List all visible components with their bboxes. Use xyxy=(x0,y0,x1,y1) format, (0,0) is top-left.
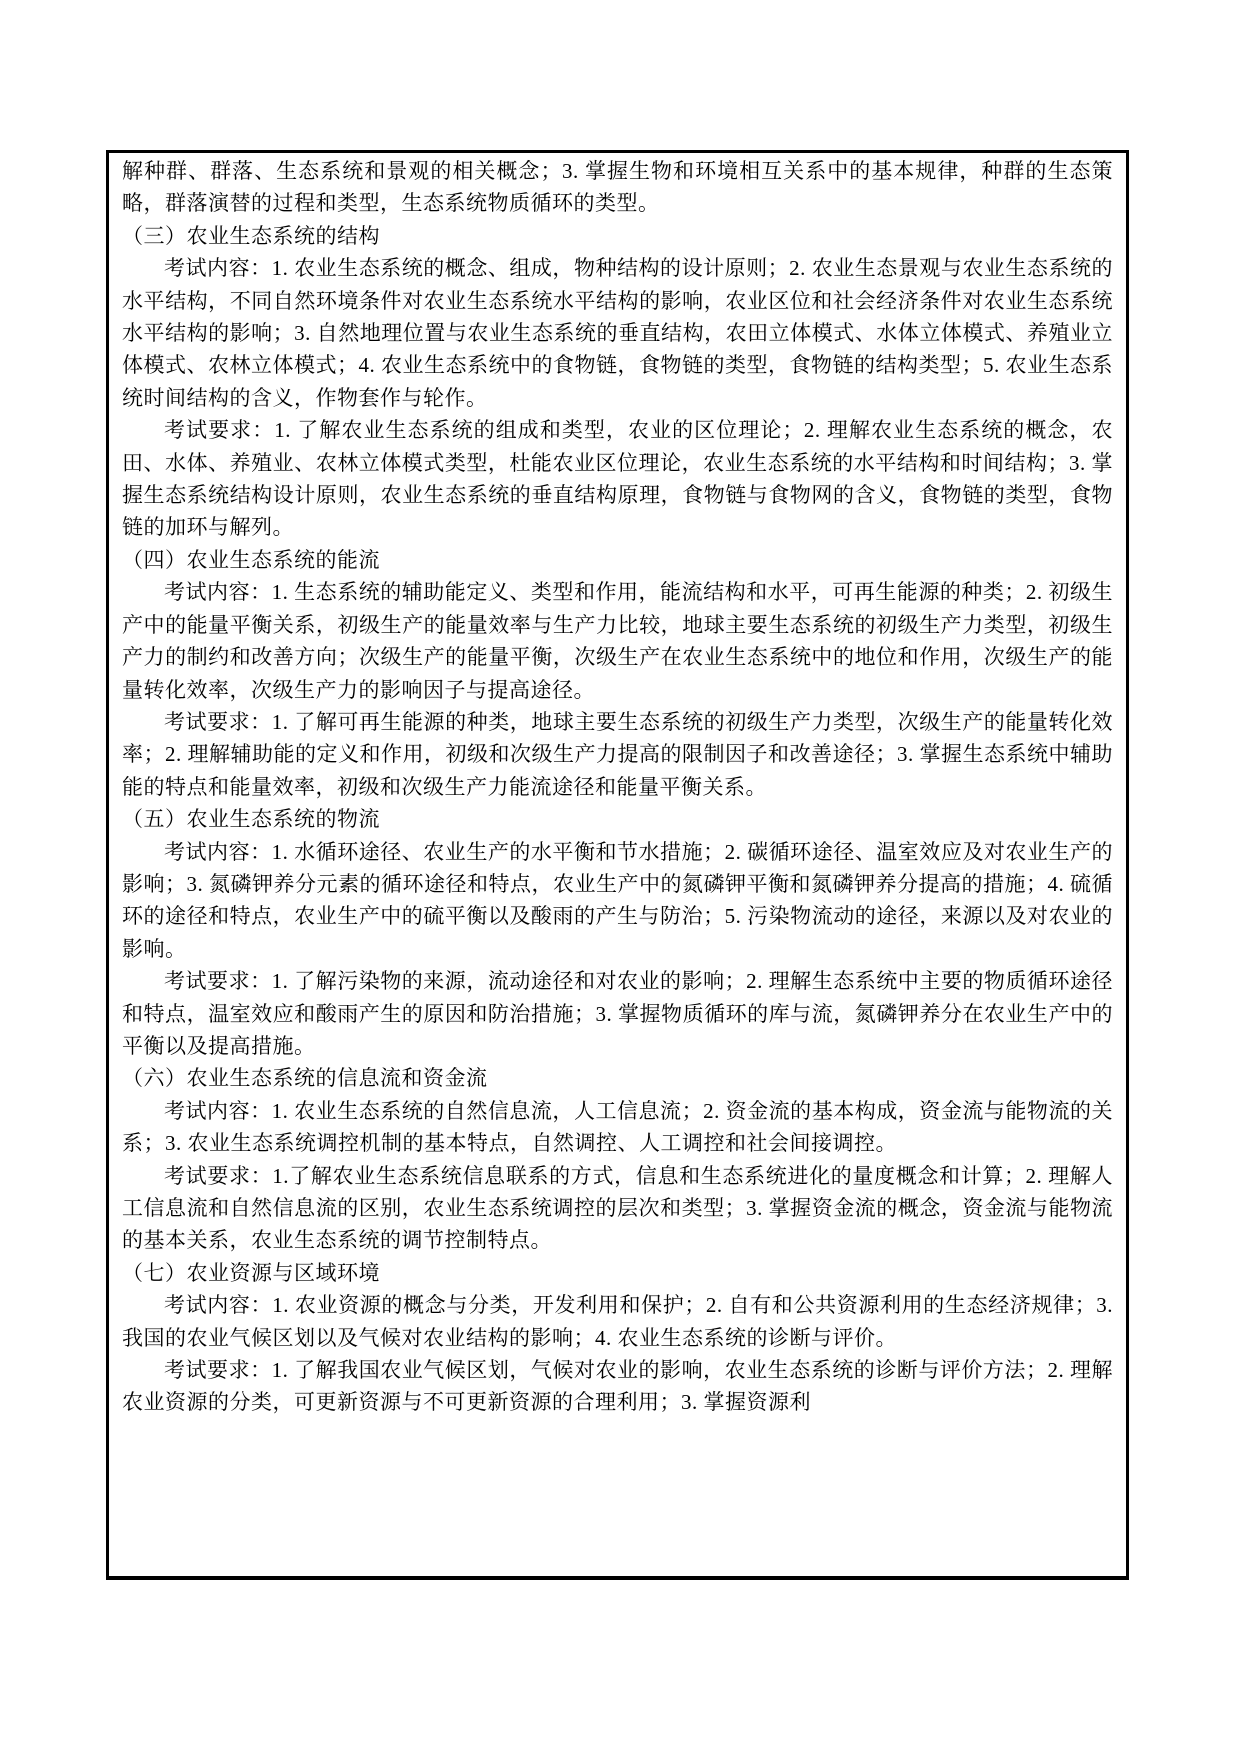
body-paragraph: 考试要求：1.了解农业生态系统信息联系的方式，信息和生态系统进化的量度概念和计算；2. 理解人工信息流和自然信息流的区别，农业生态系统调控的层次和类型；3. 掌握资金流的概念，资金流与能物流的基本关系，农业生态系统的调节控制特点。 xyxy=(122,1163,1113,1253)
document-body xyxy=(122,155,1113,1419)
section-heading: （七）农业资源与区域环境 xyxy=(122,1260,380,1285)
section-heading: （四）农业生态系统的能流 xyxy=(122,547,380,572)
section-heading: （五）农业生态系统的物流 xyxy=(122,807,380,832)
body-paragraph: 考试要求：1. 了解农业生态系统的组成和类型，农业的区位理论；2. 理解农业生态系统的概念，农田、水体、养殖业、农林立体模式类型，杜能农业区位理论，农业生态系统的水平结构和时间结构；3. 掌握生态系统结构设计原则，农业生态系统的垂直结构原理，食物链与食物网的含义，食物链的类型，食物链的加环与解列。 xyxy=(122,418,1113,540)
body-paragraph: 考试内容：1. 农业生态系统的概念、组成，物种结构的设计原则；2. 农业生态景观与农业生态系统的水平结构，不同自然环境条件对农业生态系统水平结构的影响，农业区位和社会经济条件对农业生态系统水平结构的影响；3. 自然地理位置与农业生态系统的垂直结构，农田立体模式、水体立体模式、养殖业立体模式、农林立体模式；4. 农业生态系统中的食物链，食物链的类型，食物链的结构类型；5. 农业生态系统时间结构的含义，作物套作与轮作。 xyxy=(122,256,1113,410)
body-paragraph: 考试要求：1. 了解可再生能源的种类，地球主要生态系统的初级生产力类型，次级生产的能量转化效率；2. 理解辅助能的定义和作用，初级和次级生产力提高的限制因子和改善途径；3. 掌握生态系统中辅助能的特点和能量效率，初级和次级生产力能流途径和能量平衡关系。 xyxy=(122,709,1113,799)
section-heading: （六）农业生态系统的信息流和资金流 xyxy=(122,1066,488,1091)
body-paragraph: 考试内容：1. 生态系统的辅助能定义、类型和作用，能流结构和水平，可再生能源的种类；2. 初级生产中的能量平衡关系，初级生产的能量效率与生产力比较，地球主要生态系统的初级生产力类型，初级生产力的制约和改善方向；次级生产的能量平衡，次级生产在农业生态系统中的地位和作用，次级生产的能量转化效率，次级生产力的影响因子与提高途径。 xyxy=(122,580,1113,702)
body-paragraph: 考试要求：1. 了解污染物的来源，流动途径和对农业的影响；2. 理解生态系统中主要的物质循环途径和特点，温室效应和酸雨产生的原因和防治措施；3. 掌握物质循环的库与流，氮磷钾养分在农业生产中的平衡以及提高措施。 xyxy=(122,969,1113,1058)
body-paragraph: 解种群、群落、生态系统和景观的相关概念；3. 掌握生物和环境相互关系中的基本规律，种群的生态策略，群落演替的过程和类型，生态系统物质循环的类型。 xyxy=(122,159,1113,216)
section-heading: （三）农业生态系统的结构 xyxy=(122,223,380,248)
body-paragraph: 考试内容：1. 水循环途径、农业生产的水平衡和节水措施；2. 碳循环途径、温室效应及对农业生产的影响；3. 氮磷钾养分元素的循环途径和特点，农业生产中的氮磷钾平衡和氮磷钾养分提高的措施；4. 硫循环的途径和特点，农业生产中的硫平衡以及酸雨的产生与防治；5. 污染物流动的途径，来源以及对农业的影响。 xyxy=(122,839,1113,961)
body-paragraph: 考试内容：1. 农业生态系统的自然信息流，人工信息流；2. 资金流的基本构成，资金流与能物流的关系；3. 农业生态系统调控机制的基本特点，自然调控、人工调控和社会间接调控。 xyxy=(122,1098,1113,1156)
content-table-cell xyxy=(106,150,1129,1580)
body-paragraph: 考试内容：1. 农业资源的概念与分类，开发利用和保护；2. 自有和公共资源利用的生态经济规律；3. 我国的农业气候区划以及气候对农业结构的影响；4. 农业生态系统的诊断与评价。 xyxy=(122,1293,1113,1350)
body-paragraph: 考试要求：1. 了解我国农业气候区划，气候对农业的影响，农业生态系统的诊断与评价方法；2. 理解农业资源的分类，可更新资源与不可更新资源的合理利用；3. 掌握资源利 xyxy=(122,1358,1113,1415)
